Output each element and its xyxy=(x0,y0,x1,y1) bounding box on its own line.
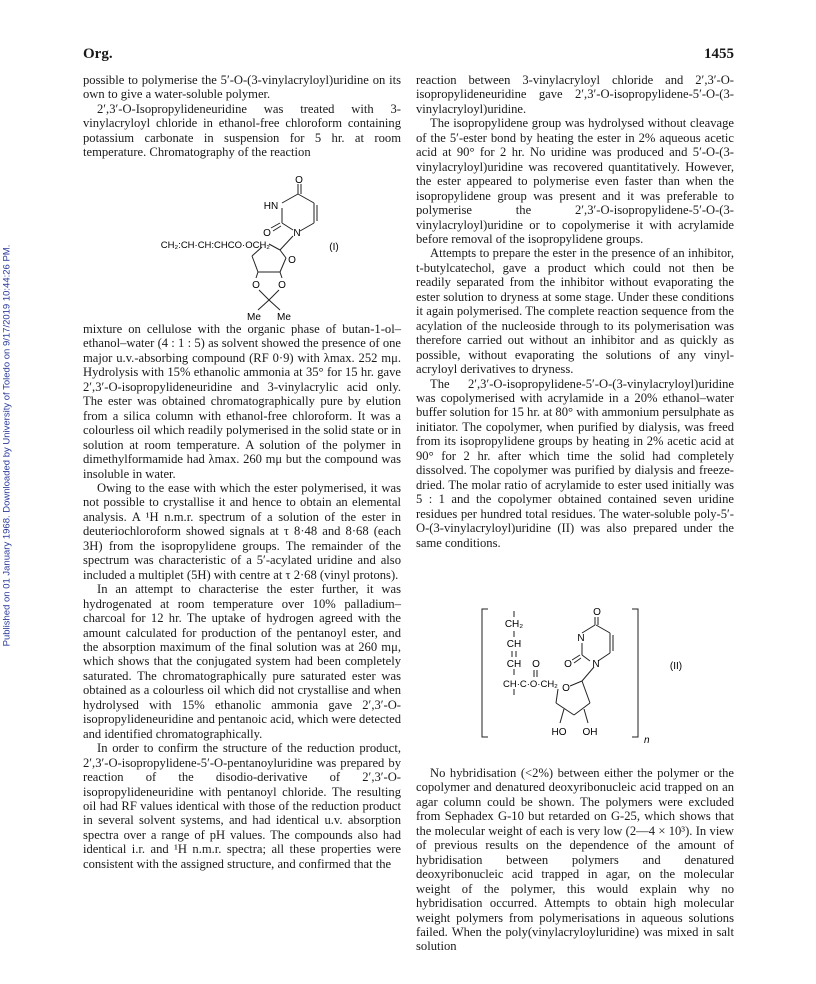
paragraph: 2′,3′-O-Isopropylideneuridine was treated with 3-vinylacryloyl chloride in ethanol-free chloroform containing potassium carbonate in suspension for 5 hr. at room temperature. Chromatography of the reaction xyxy=(83,101,401,160)
chain-label: CH₂:CH·CH:CHCO·OCH₂ xyxy=(160,240,270,251)
methyl-label: Me xyxy=(247,312,261,322)
paragraph: possible to polymerise the 5′-O-(3-vinylacryloyl)uridine on its own to give a water-soluble polymer. xyxy=(83,73,401,102)
paragraph: In an attempt to characterise the ester further, it was hydrogenated at room temperature over 10% palladium–charcoal for 12 hr. The uptake of hydrogen agreed with the amount calculated for production of the pentanoyl ester, and the absorption maximum of the final solution was at 260 mμ, which shows that the conjugated system had been completely saturated. The chromatographically pure saturated ester was obtained as a colourless oil which did not crystallise and when hydrolysed with 15% ethanolic ammonia gave 2′,3′-O-isopropylideneuridine and pentanoic acid, which were detected and identified chromatographically. xyxy=(83,582,401,741)
structure-i xyxy=(130,172,390,322)
atom-o: O xyxy=(295,175,303,186)
atom-hn: HN xyxy=(263,201,279,212)
paragraph: No hybridisation (<2%) between either the polymer or the copolymer and denatured deoxyribonucleic acid trapped on an agar column could be shown. The polymers were excluded from Sephadex G-10 but retarded on G-25, which shows that the molecular weight of each is very low (2—4 × 10³). In view of previous results on the dependence of the amount of hybridisation between polymers and denatured deoxyribonucleic acid trapped in agar, on the molecular weight of the polymer, this would explain why no hybridisation occurred. Attempts to obtain high molecular weight polymers from polymerisations in aqueous solutions failed. When the poly(vinylacryloyluridine) was mixed in salt solution xyxy=(416,766,734,954)
repeat-subscript: n xyxy=(644,735,650,746)
atom-o: O xyxy=(532,659,540,670)
paragraph: Owing to the ease with which the ester polymerised, it was not possible to crystallise it and hence to obtain an elemental analysis. A ¹H n.m.r. spectrum of a solution of the ester in deuteriochloroform showed signals at τ 8·48 and 8·68 (each 3H) from the isopropylidene groups. The remainder of the spectrum was characteristic of a 5′-acylated uridine and also included a multiplet (5H) with centre at τ 2·68 (vinyl protons). xyxy=(83,480,401,582)
paragraph: reaction between 3-vinylacryloyl chloride and 2′,3′-O-isopropylideneuridine gave 2′,3′-O-isopropylidene-5′-O-(3-vinylacryloyl)uridine. xyxy=(416,73,734,116)
paragraph: mixture on cellulose with the organic phase of butan-1-ol–ethanol–water (4 : 1 : 5) as solvent showed the presence of one major u.v.-absorbing compound (RF 0·9) with λmax. 252 mμ. Hydrolysis with 15% ethanolic ammonia at 35° for 15 hr. gave 2′,3′-O-isopropylideneuridine and 3-vinylacrylic acid only. The ester was obtained chromatographically pure by elution from a silica column with ethanol-free chloroform. It was a colourless oil which readily polymerised in the solid state or in solution at room temperature. A solution of the polymer in dimethylformamide had λmax. 260 mμ but the compound was insoluble in water. xyxy=(83,322,401,481)
atom-n: N xyxy=(592,659,600,670)
paragraph: The isopropylidene group was hydrolysed without cleavage of the 5′-ester bond by heating the ester in 2% aqueous acetic acid at 90° for 2 hr. No uridine was produced and 5′-O-(3-vinylacryloyl)uridine was recovered quantitatively. However, the ester appeared to polymerise even faster than when the isopropylidene group was present and it was preferable to polymerise the 2′,3′-O-isopropylidene-5′-O-(3-vinylacryloyl)uridine or to copolymerise it with acrylamide before removal of the isopropylidene groups. xyxy=(416,116,734,246)
structure-ii xyxy=(470,603,720,748)
atom-o: O xyxy=(263,228,271,239)
page-number: 1455 xyxy=(704,46,734,62)
compound-label: (II) xyxy=(669,661,683,672)
atom-o: O xyxy=(593,607,601,618)
right-column-top xyxy=(416,73,734,550)
atom-o: O xyxy=(278,280,286,291)
journal-name: Org. xyxy=(83,46,113,62)
paragraph: In order to confirm the structure of the reduction product, 2′,3′-O-isopropylidene-5′-O-pentanoyluridine was prepared by reaction of the disodio-derivative of 2′,3′-O-isopropylideneuridine with pentanoyl chloride. The resulting oil had RF values identical with those of the reduction product in several solvent systems, and had identical u.v. absorption spectra over a range of pH values. The compounds also had identical i.r. and ¹H n.m.r. spectra; all these properties were consistent with the assigned structure, and confirmed that the xyxy=(83,741,401,871)
chain-label: CH·C·O·CH₂ xyxy=(503,679,558,690)
atom-o: O xyxy=(288,255,296,266)
download-notice[interactable]: Published on 01 January 1968. Downloaded by University of Toledo on 9/17/2019 10:44:26 PM. xyxy=(1,244,13,647)
compound-label: (I) xyxy=(329,242,339,253)
left-column-top xyxy=(83,73,401,160)
atom-o: O xyxy=(252,280,260,291)
paragraph: Attempts to prepare the ester in the presence of an inhibitor, t-butylcatechol, gave a product which could not then be readily separated from the inhibitor without evaporating the ester solution to dryness at some stage. Under these conditions it again polymerised. The complete reaction sequence from the acylation of the nucleoside through to its polymerisation was therefore carried out without an inhibitor and as quickly as possible, without evaporating the solutions of any vinyl-acryloyl derivatives to dryness. xyxy=(416,246,734,377)
left-column-bottom xyxy=(83,322,401,871)
atom-ch: CH xyxy=(506,639,522,650)
right-column-bottom xyxy=(416,766,734,954)
atom-o: O xyxy=(562,683,570,694)
atom-n: N xyxy=(293,228,301,239)
atom-ch2: CH₂ xyxy=(504,619,524,630)
atom-n: N xyxy=(577,633,585,644)
atom-ch: CH xyxy=(506,659,522,670)
atom-o: O xyxy=(564,659,572,670)
paragraph: The 2′,3′-O-isopropylidene-5′-O-(3-vinylacryloyl)uridine was copolymerised with acrylamide in a 20% ethanol–water buffer solution for 15 hr. at 80° with ammonium persulphate as initiator. The copolymer, when purified by dialysis, was freed from its isopropylidene groups by heating in 2% acetic acid at 90° for 2 hr. after which time the solid had completely dissolved. The copolymer was purified by dialysis and freeze-dried. The molar ratio of acrylamide to ester used initially was 5 : 1 and the copolymer obtained contained seven uridine residues per hundred total residues. The water-soluble poly-5′-O-(3-vinylacryloyl)uridine (II) was also prepared under the same conditions. xyxy=(416,376,734,550)
methyl-label: Me xyxy=(277,312,291,322)
hydroxyl-label: OH xyxy=(582,727,598,738)
hydroxyl-label: HO xyxy=(551,727,567,738)
